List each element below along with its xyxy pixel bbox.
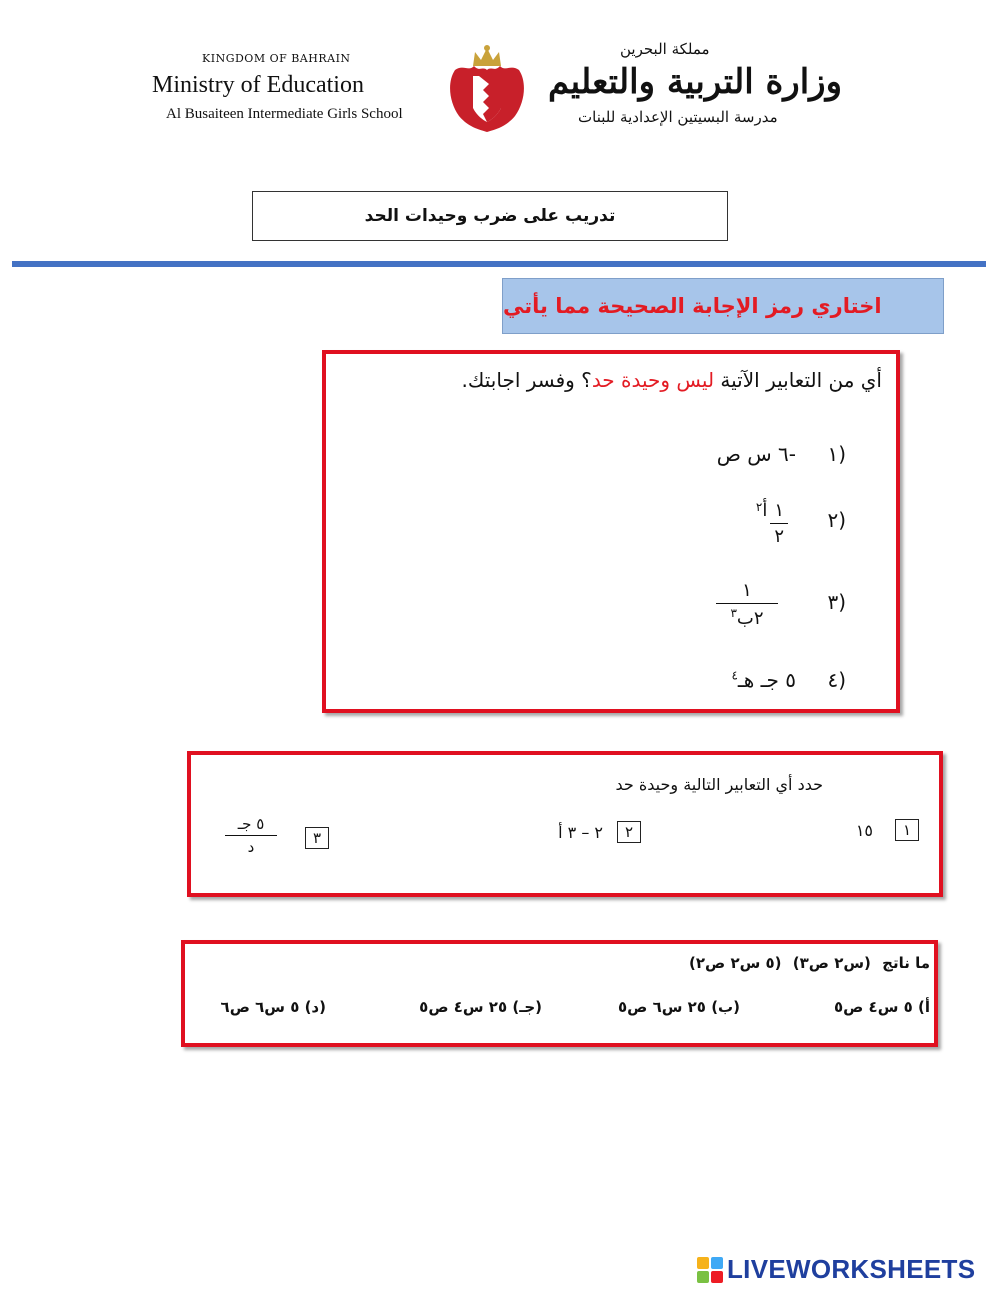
liveworksheets-logo-icon	[697, 1257, 723, 1283]
option-1-number: ١)	[827, 442, 846, 466]
option-label: (جـ)	[512, 998, 542, 1016]
option-3-number: ٣)	[827, 590, 846, 614]
exponent: ٢	[755, 500, 763, 514]
school-en: Al Busaiteen Intermediate Girls School	[166, 106, 403, 122]
option-label: (د)	[304, 998, 326, 1016]
option-3-expr[interactable]	[225, 815, 277, 856]
worksheet-title: تدريب على ضرب وحيدات الحد	[252, 191, 728, 241]
ministry-ar: وزارة التربية والتعليم	[548, 62, 842, 102]
numerator: ١	[774, 500, 784, 521]
fraction	[225, 815, 277, 856]
option-number-box: ٢	[617, 821, 641, 843]
instruction-banner: اختاري رمز الإجابة الصحيحة مما يأتي	[502, 278, 944, 334]
question-2-prompt: حدد أي التعابير التالية وحيدة حد	[615, 775, 823, 794]
fraction	[770, 500, 788, 547]
option-number-box: ٣	[305, 827, 329, 849]
option-expr: ١٥	[855, 820, 873, 840]
option-3-number[interactable]	[305, 827, 329, 849]
question-3	[181, 940, 938, 1047]
option-c[interactable]	[419, 998, 542, 1016]
numerator: ٥ جـ	[237, 815, 265, 833]
footer-brand[interactable]	[697, 1254, 975, 1285]
ministry-en: Ministry of Education	[152, 72, 364, 98]
footer-brand-text: LIVEWORKSHEETS	[727, 1254, 976, 1284]
option-expr: ٥ س٦ ص٦	[220, 998, 300, 1016]
option-4-expr[interactable]	[731, 668, 796, 692]
option-expr: ٥ س٤ ص٥	[833, 998, 913, 1016]
option-d[interactable]	[221, 998, 326, 1016]
option-4-number: ٤)	[827, 668, 846, 692]
option-label: أ)	[918, 998, 930, 1016]
fraction	[716, 580, 778, 629]
option-expr: ٢ – ٣ أ	[558, 822, 603, 842]
exponent: ٤	[731, 668, 738, 683]
option-number-box: ١	[895, 819, 919, 841]
option-expr: ٢٥ س٦ ص٥	[618, 998, 706, 1016]
option-1[interactable]	[856, 819, 919, 841]
kingdom-ar: مملكة البحرين	[620, 40, 710, 58]
option-4-base: ٥ جـ هـ	[737, 668, 796, 692]
question-2	[187, 751, 943, 897]
option-expr: ٢٥ س٤ ص٥	[419, 998, 508, 1016]
option-label: (ب)	[711, 998, 740, 1016]
divider	[12, 261, 986, 267]
prompt-tail: ؟ وفسر اجابتك.	[461, 368, 592, 392]
denominator: ٢	[774, 526, 784, 547]
option-2[interactable]	[558, 821, 641, 843]
denominator-base: ٢ب	[736, 608, 764, 629]
factor-2: (٥ س٢ ص٢)	[689, 954, 782, 972]
option-1-expr[interactable]: -٦ س ص	[716, 442, 796, 466]
numerator: ١	[742, 580, 752, 601]
factor-1: (س٢ ص٣)	[792, 954, 871, 972]
bahrain-emblem-icon	[445, 42, 530, 134]
option-2-expr[interactable]	[756, 500, 788, 547]
exponent: ٣	[730, 606, 737, 620]
denominator: د	[247, 838, 255, 856]
prompt-text: ما ناتج	[882, 954, 930, 972]
denominator	[730, 604, 763, 629]
option-b[interactable]	[618, 998, 740, 1016]
option-2-number: ٢)	[827, 508, 846, 532]
prompt-highlight: ليس وحيدة حد	[591, 368, 715, 392]
kingdom-en: KINGDOM OF BAHRAIN	[202, 52, 351, 65]
question-1-prompt	[462, 368, 882, 392]
question-1	[322, 350, 900, 713]
option-3-expr[interactable]	[716, 580, 778, 629]
option-a[interactable]	[834, 998, 930, 1016]
prompt-text: أي من التعابير الآتية	[714, 368, 882, 392]
variable: أ	[762, 500, 768, 521]
school-ar: مدرسة البسيتين الإعدادية للبنات	[578, 108, 778, 126]
question-3-prompt	[689, 954, 930, 972]
